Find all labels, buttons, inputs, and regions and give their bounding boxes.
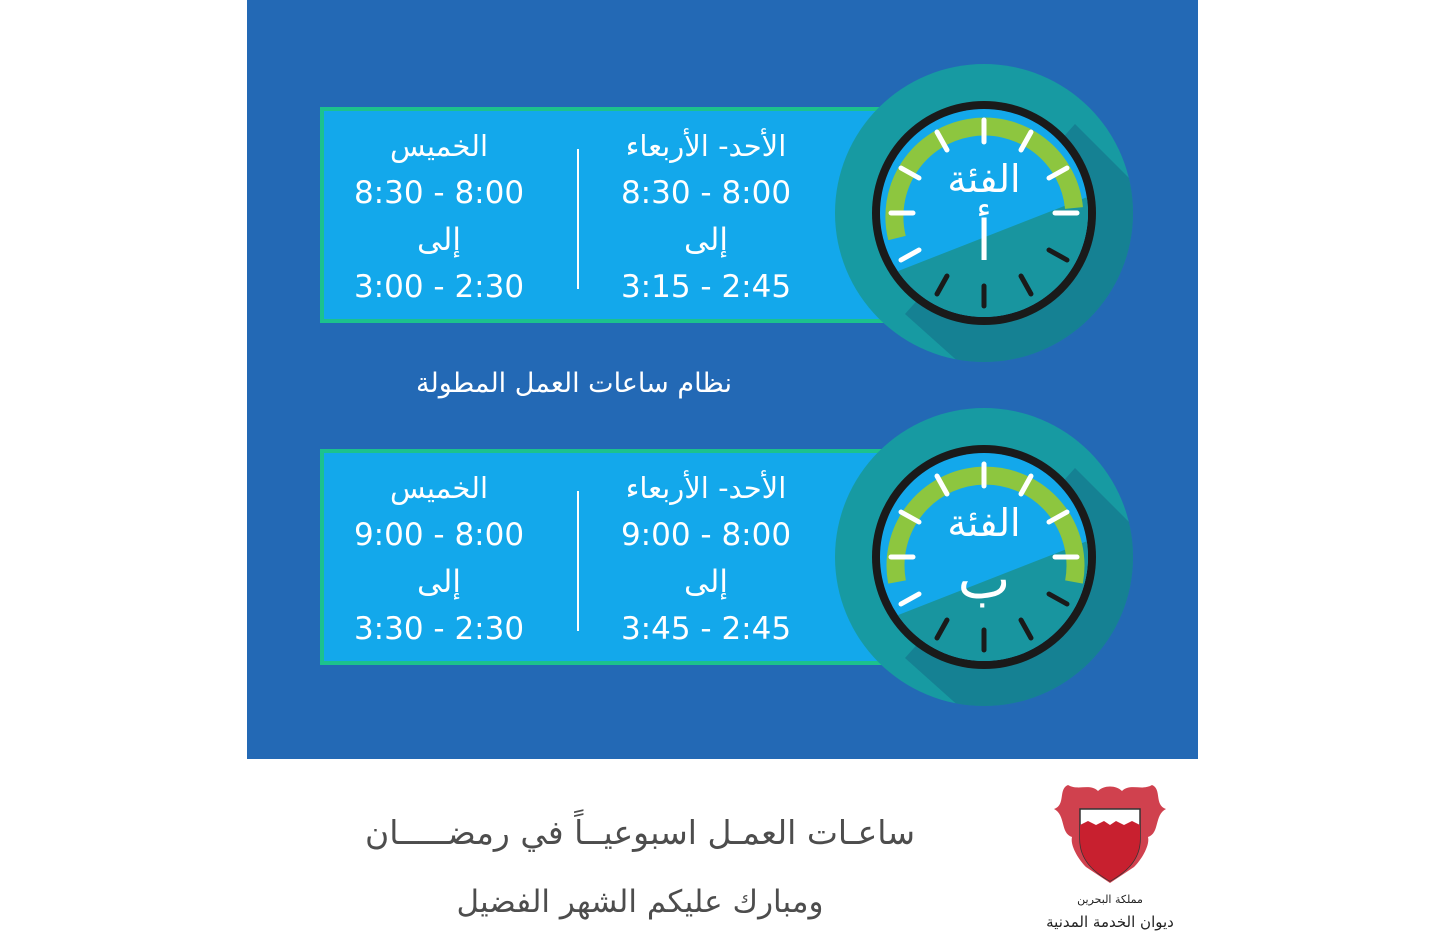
- emblem-line1: مملكة البحرين: [1077, 893, 1143, 906]
- weekdays-column: [586, 123, 826, 311]
- category-b-card: [320, 449, 920, 665]
- start-time-range: 9:00 - 8:00: [620, 517, 792, 553]
- category-label: الفئة: [947, 157, 1021, 201]
- end-time-range: 3:45 - 2:45: [620, 611, 792, 647]
- thursday-label: الخميس: [389, 129, 489, 163]
- weekdays-column: [586, 465, 826, 653]
- clock-icon: [835, 64, 1133, 362]
- category-label: الفئة: [947, 501, 1021, 545]
- weekdays-label: الأحد- الأربعاء: [625, 129, 787, 163]
- footer-greeting: ومبارك عليكم الشهر الفضيل: [456, 884, 824, 920]
- column-divider: [577, 491, 579, 631]
- start-time-range: 8:30 - 8:00: [353, 175, 525, 211]
- end-time-range: 3:15 - 2:45: [620, 269, 792, 305]
- category-letter: ب: [957, 547, 1011, 612]
- to-label: إلى: [684, 222, 728, 258]
- category-a-card: [320, 107, 920, 323]
- to-label: إلى: [417, 564, 461, 600]
- to-label: إلى: [417, 222, 461, 258]
- thursday-column: [319, 123, 559, 311]
- emblem-line2: ديوان الخدمة المدنية: [1046, 913, 1174, 931]
- thursday-column: [319, 465, 559, 653]
- clock-icon: [835, 408, 1133, 706]
- start-time-range: 8:30 - 8:00: [620, 175, 792, 211]
- extended-hours-title: نظام ساعات العمل المطولة: [416, 368, 732, 399]
- category-letter: أ: [976, 209, 992, 274]
- to-label: إلى: [684, 564, 728, 600]
- footer-title: ساعـات العمـل اسبوعيــاً في رمضـــــان: [364, 813, 916, 852]
- column-divider: [577, 149, 579, 289]
- end-time-range: 3:30 - 2:30: [353, 611, 525, 647]
- end-time-range: 3:00 - 2:30: [353, 269, 525, 305]
- bahrain-emblem-icon: [1030, 775, 1190, 940]
- start-time-range: 9:00 - 8:00: [353, 517, 525, 553]
- thursday-label: الخميس: [389, 471, 489, 505]
- weekdays-label: الأحد- الأربعاء: [625, 471, 787, 505]
